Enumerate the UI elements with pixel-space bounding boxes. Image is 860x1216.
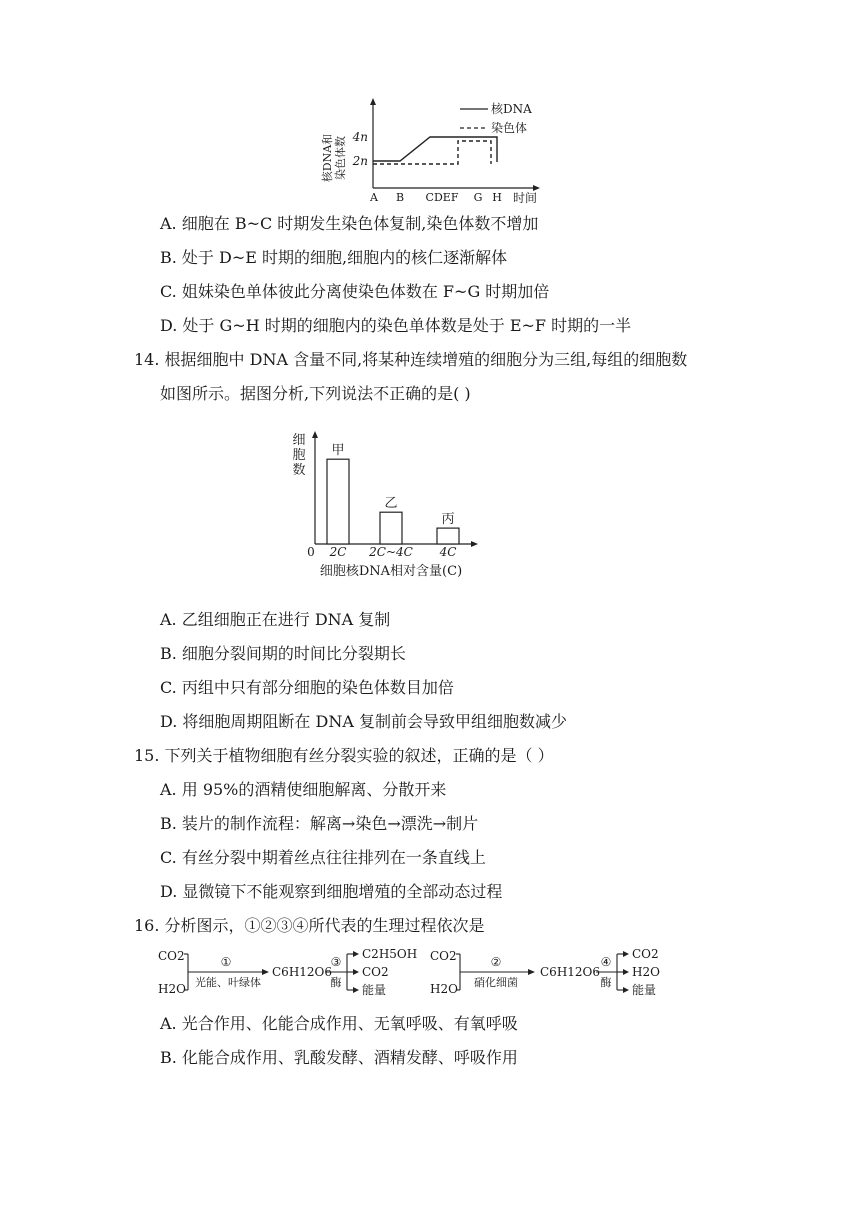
q16-right-output-energy: 能量	[632, 983, 657, 997]
q14-xtick-2: 2C~4C	[369, 545, 413, 559]
q14-bar-1	[327, 459, 349, 544]
q13-ylabel-1: 核DNA和	[321, 133, 334, 183]
q16-stem: 16. 分析图示，①②③④所代表的生理过程依次是	[134, 916, 485, 935]
q16-left-output-co2: CO2	[362, 965, 389, 979]
q16-option-a: A. 光合作用、化能合成作用、无氧呼吸、有氧呼吸	[160, 1014, 518, 1033]
q14-y-arrow	[312, 431, 318, 438]
q16-left-arrowhead	[262, 969, 269, 975]
q14-bar-3	[437, 528, 459, 544]
q15-option-b: B. 装片的制作流程：解离→染色→漂洗→制片	[160, 814, 479, 833]
q13-xtick-a: A	[370, 191, 378, 204]
q16-left-branch-1-head	[353, 951, 359, 957]
q15-stem: 15. 下列关于植物细胞有丝分裂实验的叙述，正确的是（ ）	[134, 746, 554, 765]
q16-right-branch-1-head	[623, 951, 629, 957]
q16-right-branch-3-head	[623, 987, 629, 993]
q14-bar-chart	[285, 428, 485, 580]
q16-left-output-ethanol: C2H5OH	[362, 947, 418, 961]
q13-legend-chromosome: 染色体	[491, 121, 528, 135]
q14-origin: 0	[307, 545, 315, 559]
q13-xtick-b: B	[395, 191, 405, 204]
q16-right-output-h2o: H2O	[632, 965, 660, 979]
q15-option-d: D. 显微镜下不能观察到细胞增殖的全部动态过程	[160, 882, 503, 901]
q16-right-step-4: ④	[600, 955, 612, 969]
q14-bar-label-1: 甲	[331, 443, 345, 459]
q14-stem-line2: 如图所示。据图分析,下列说法不正确的是( )	[160, 384, 471, 403]
q13-y-arrow	[370, 98, 376, 105]
q14-option-b: B. 细胞分裂间期的时间比分裂期长	[160, 644, 406, 663]
q14-stem-line1: 14. 根据细胞中 DNA 含量不同,将某种连续增殖的细胞分为三组,每组的细胞数	[134, 350, 688, 369]
q14-bar-label-2: 乙	[384, 496, 398, 512]
q13-xtick-cdef: CDEF	[425, 191, 459, 204]
q16-figure	[156, 944, 676, 1000]
q16-right-co2: CO2	[430, 949, 457, 963]
q16-left-branch-2-head	[353, 969, 359, 975]
q14-xtick-3: 4C	[439, 545, 457, 559]
q13-figure	[310, 96, 560, 208]
q13-option-c: C. 姐妹染色单体彼此分离使染色体数在 F~G 时期加倍	[160, 282, 550, 301]
q16-right-step-2: ②	[490, 955, 502, 969]
q14-ylabel-char-3: 数	[292, 463, 306, 478]
q13-xaxis-label: 时间	[512, 191, 538, 205]
q13-option-a: A. 细胞在 B~C 时期发生染色体复制,染色体数不增加	[160, 214, 539, 233]
q14-bar-2	[380, 512, 402, 544]
q14-option-a: A. 乙组细胞正在进行 DNA 复制	[160, 610, 391, 629]
q14-bar-label-3: 丙	[441, 512, 455, 528]
q13-ytick-4n: 4n	[352, 130, 368, 144]
q16-left-step-1: ①	[220, 955, 232, 969]
q16-left-scheme	[158, 947, 417, 997]
q16-left-h2o: H2O	[158, 982, 186, 996]
q16-left-enzyme: 酶	[330, 976, 342, 989]
q16-left-step-3: ③	[330, 955, 342, 969]
q13-xtick-h: H	[492, 191, 502, 204]
q16-right-condition: 硝化细菌	[474, 976, 518, 989]
q14-ylabel-char-1: 细	[292, 433, 306, 448]
q15-option-c: C. 有丝分裂中期着丝点往往排列在一条直线上	[160, 848, 486, 867]
q14-xtick-1: 2C	[329, 545, 347, 559]
q13-xtick-g: G	[473, 191, 483, 204]
q13-ytick-2n: 2n	[352, 154, 368, 168]
q16-left-co2: CO2	[158, 949, 185, 963]
q13-option-b: B. 处于 D~E 时期的细胞,细胞内的核仁逐渐解体	[160, 248, 508, 267]
q16-right-output-co2: CO2	[632, 947, 659, 961]
q14-option-c: C. 丙组中只有部分细胞的染色体数目加倍	[160, 678, 454, 697]
q13-legend-dna: 核DNA	[491, 102, 532, 116]
q16-right-branch-2-head	[623, 969, 629, 975]
q16-right-scheme	[430, 947, 660, 997]
q16-left-output-energy: 能量	[362, 983, 387, 997]
q16-right-arrowhead	[528, 969, 535, 975]
q16-left-glucose: C6H12O6	[272, 965, 333, 979]
q16-left-condition: 光能、叶绿体	[195, 976, 261, 989]
q14-option-d: D. 将细胞周期阻断在 DNA 复制前会导致甲组细胞数减少	[160, 712, 567, 731]
q14-xlabel: 细胞核DNA相对含量(C)	[319, 564, 463, 579]
q16-right-glucose: C6H12O6	[540, 965, 601, 979]
q13-ylabel-2: 染色体数	[334, 136, 347, 180]
q16-option-b: B. 化能合成作用、乳酸发酵、酒精发酵、呼吸作用	[160, 1048, 518, 1067]
q13-option-d: D. 处于 G~H 时期的细胞内的染色单体数是处于 E~F 时期的一半	[160, 316, 632, 335]
q16-right-h2o: H2O	[430, 982, 458, 996]
q16-right-enzyme: 酶	[600, 976, 612, 989]
q14-x-arrow	[471, 541, 478, 547]
q14-ylabel-char-2: 胞	[292, 448, 306, 463]
q15-option-a: A. 用 95%的酒精使细胞解离、分散开来	[160, 780, 447, 799]
q16-left-branch-3-head	[353, 987, 359, 993]
